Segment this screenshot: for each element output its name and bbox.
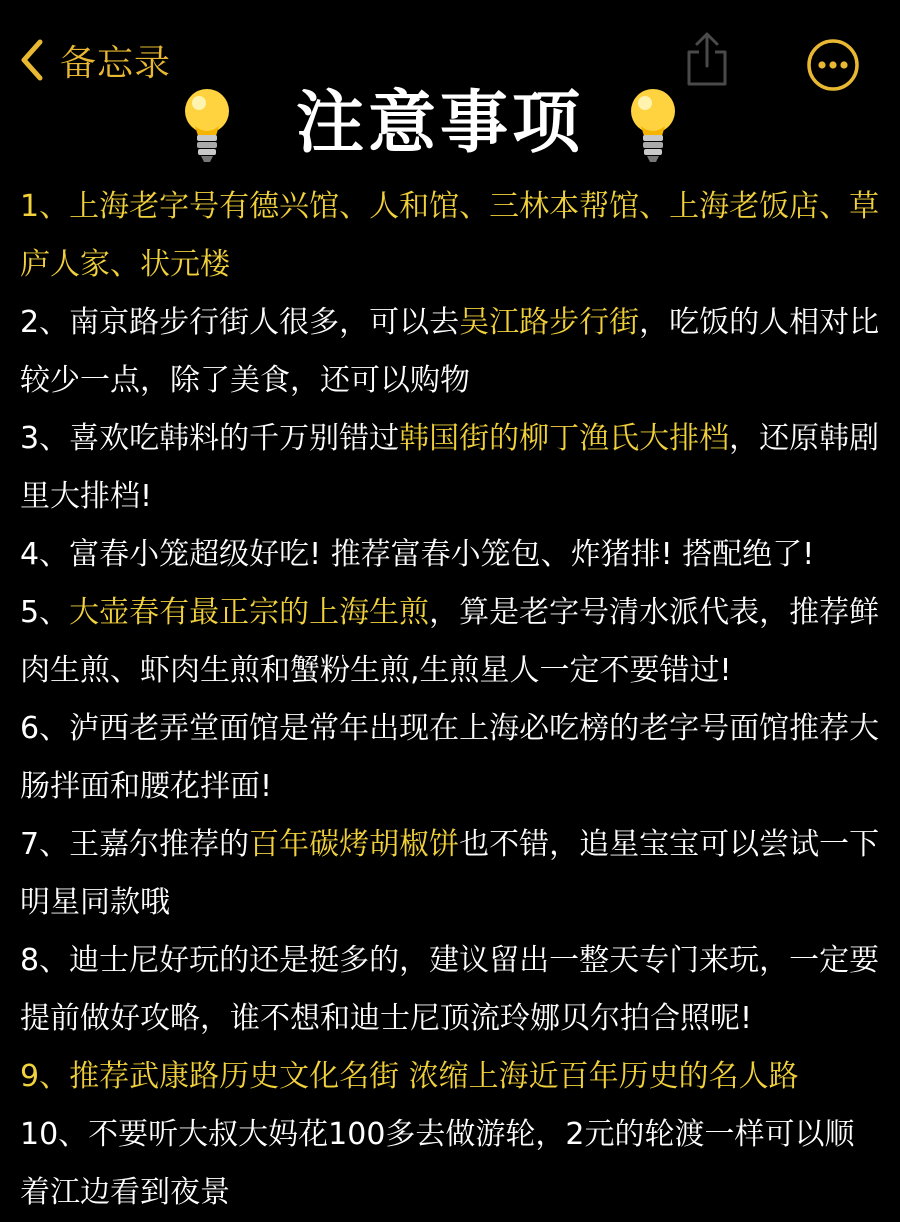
top-navigation-bar xyxy=(0,0,900,90)
list-item xyxy=(20,1106,880,1222)
item-text: 8、迪士尼好玩的还是挺多的，建议留出一整天专门来玩，一定要提前做好攻略，谁不想和迪士尼顶流玲娜贝尔拍合照呢! xyxy=(20,943,880,1036)
list-item xyxy=(20,700,880,816)
lightbulb-icon xyxy=(622,84,684,166)
title-row xyxy=(0,80,900,170)
item-text: 1、上海老字号有德兴馆、人和馆、三林本帮馆、上海老饭店、草庐人家、状元楼 xyxy=(20,189,880,282)
item-text: ，算是老字号清水派代表，推荐鲜肉生煎、虾肉生煎和蟹粉生煎,生煎星人一定不要错过! xyxy=(20,595,880,688)
list-item xyxy=(20,526,880,584)
page-title: 注意事项 xyxy=(295,84,584,163)
item-text: 3、喜欢吃韩料的千万别错过 xyxy=(20,421,400,456)
item-text: ，吃饭的人相对比较少一点，除了美食，还可以购物 xyxy=(20,305,880,398)
list-item xyxy=(20,584,880,700)
chevron-left-icon xyxy=(18,38,46,82)
item-highlight: 百年碳烤胡椒饼 xyxy=(249,827,460,862)
list-item xyxy=(20,410,880,526)
item-highlight: 9、推荐武康路历史文化名街 浓缩上海近百年历史的名人路 xyxy=(20,1059,799,1094)
item-text: ，还原韩剧里大排档! xyxy=(20,421,880,514)
list-item xyxy=(20,932,880,1048)
item-highlight: 韩国街的柳丁渔氏大排档 xyxy=(399,421,730,456)
item-text: 4、富春小笼超级好吃! 推荐富春小笼包、炸猪排! 搭配绝了! xyxy=(20,537,815,572)
lightbulb-icon xyxy=(176,84,238,166)
note-body[interactable] xyxy=(20,178,880,1222)
item-text: 7、王嘉尔推荐的 xyxy=(20,827,250,862)
item-highlight: 吴江路步行街 xyxy=(459,305,640,340)
list-item xyxy=(20,294,880,410)
item-text: 也不错，追星宝宝可以尝试一下明星同款哦 xyxy=(20,827,880,920)
item-text: 6、泸西老弄堂面馆是常年出现在上海必吃榜的老字号面馆推荐大肠拌面和腰花拌面! xyxy=(20,711,880,804)
back-button[interactable] xyxy=(18,34,171,86)
list-item xyxy=(20,178,880,294)
item-text: 5、 xyxy=(20,595,70,630)
item-text: 2、南京路步行街人很多，可以去 xyxy=(20,305,460,340)
item-text: 10、不要听大叔大妈花100多去做游轮，2元的轮渡一样可以顺着江边看到夜景 xyxy=(20,1117,855,1210)
back-label: 备忘录 xyxy=(60,42,172,84)
list-item xyxy=(20,1048,880,1106)
item-highlight: 大壶春有最正宗的上海生煎 xyxy=(69,595,430,630)
list-item xyxy=(20,816,880,932)
